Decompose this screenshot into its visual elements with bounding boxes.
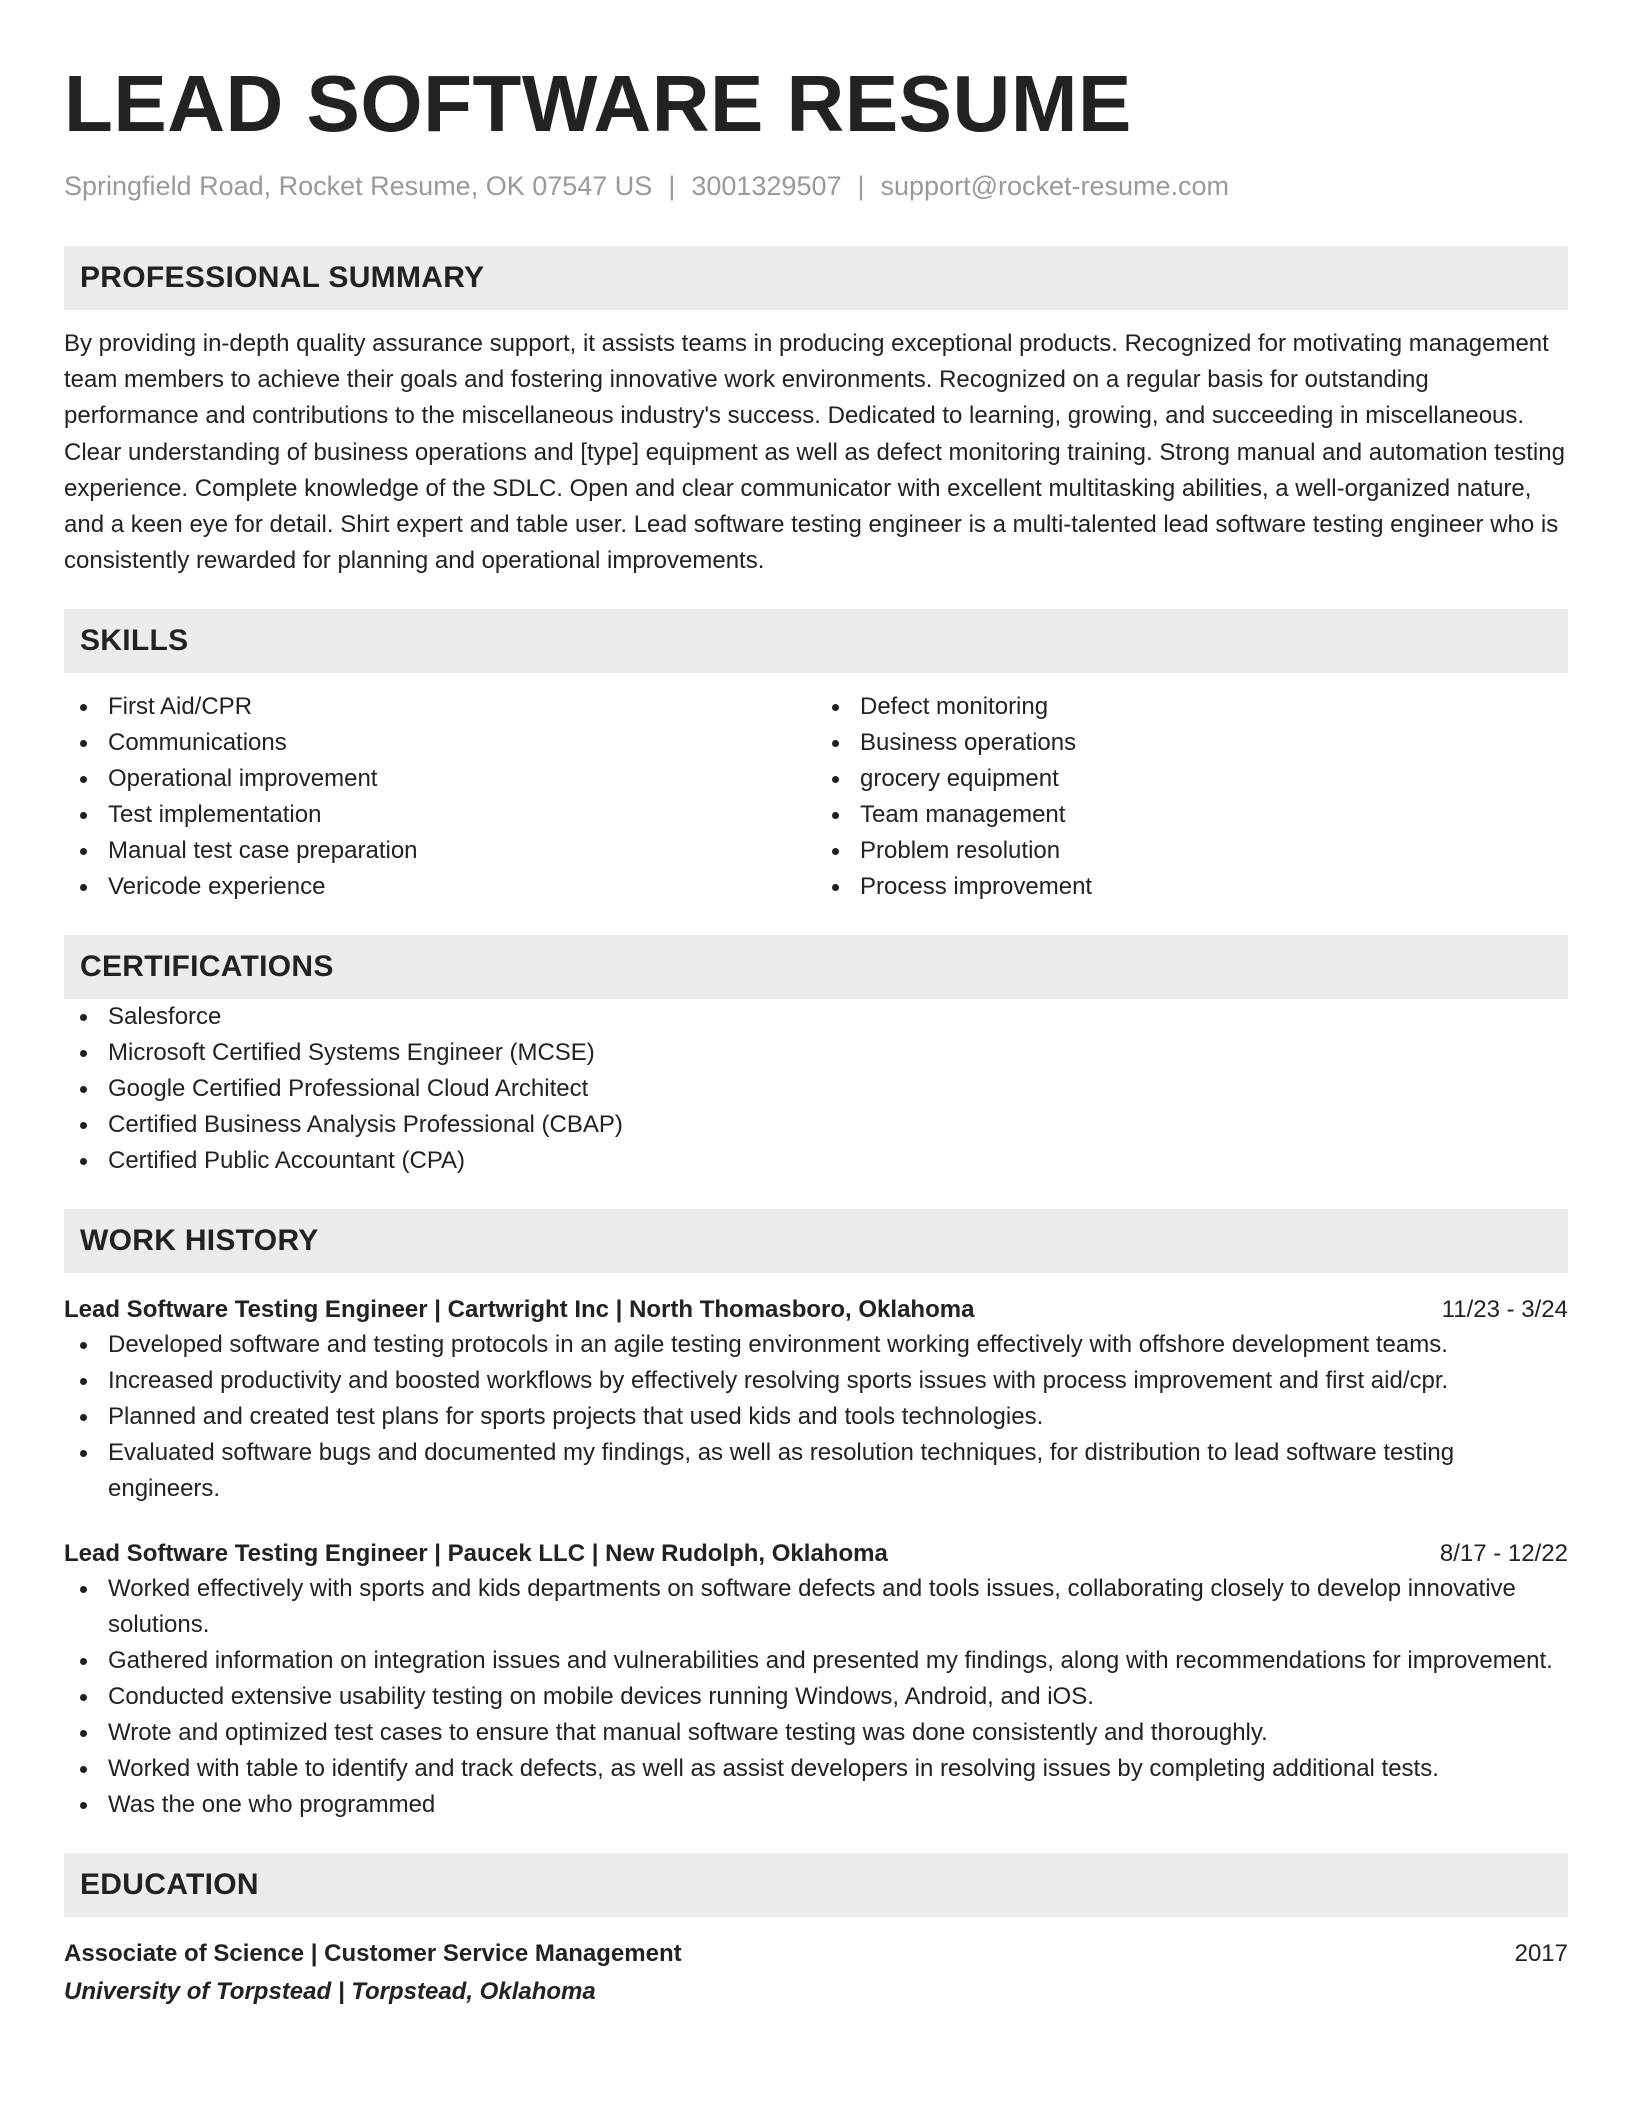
certification-item: Certified Public Accountant (CPA) [64, 1143, 1568, 1179]
skill-item: Test implementation [64, 797, 816, 833]
education-header [64, 1937, 1568, 1971]
job-bullet: Wrote and optimized test cases to ensure that manual software testing was done consistently and thoroughly. [64, 1715, 1568, 1751]
skill-item: Manual test case preparation [64, 833, 816, 869]
job-header [64, 1537, 1568, 1571]
summary-text: By providing in-depth quality assurance support, it assists teams in producing exceptional products. Recognized for motivating management team members to achieve their goals and fostering innovative work environments. Recognized on a regular basis for outstanding performance and contributions to the miscellaneous industry's success. Dedicated to learning, growing, and succeeding in miscellaneous. Clear understanding of business operations and [type] equipment as well as defect monitoring training. Strong manual and automation testing experience. Complete knowledge of the SDLC. Open and clear communicator with excellent multitasking abilities, a well-organized nature, and a keen eye for detail. Shirt expert and table user. Lead software testing engineer is a multi-talented lead software testing engineer who is consistently rewarded for planning and operational improvements. [64, 330, 1565, 575]
contact-phone: 3001329507 [691, 171, 842, 201]
job-dates: 11/23 - 3/24 [1441, 1296, 1568, 1324]
education-entry [64, 1937, 1568, 2009]
job-bullet: Evaluated software bugs and documented my findings, as well as resolution techniques, for distribution to lead software testing engineers. [64, 1435, 1568, 1507]
skill-item: Business operations [816, 725, 1568, 761]
job-bullets [64, 1571, 1568, 1823]
job-dates: 8/17 - 12/22 [1439, 1540, 1568, 1568]
education-degree: Associate of Science | Customer Service Management [64, 1940, 682, 1968]
skills-list-left [64, 689, 816, 905]
skills-list-right [816, 689, 1568, 905]
skill-item: Team management [816, 797, 1568, 833]
job-bullet: Conducted extensive usability testing on mobile devices running Windows, Android, and iOS. [64, 1679, 1568, 1715]
job-bullet: Increased productivity and boosted workflows by effectively resolving sports issues with process improvement and first aid/cpr. [64, 1363, 1568, 1399]
skill-item: grocery equipment [816, 761, 1568, 797]
certification-item: Certified Business Analysis Professional (CBAP) [64, 1107, 1568, 1143]
contact-separator: | [857, 171, 865, 201]
skill-item: Communications [64, 725, 816, 761]
skill-item: Problem resolution [816, 833, 1568, 869]
contact-address: Springfield Road, Rocket Resume, OK 07547 US [64, 171, 653, 201]
job-title: Lead Software Testing Engineer | Cartwright Inc | North Thomasboro, Oklahoma [64, 1296, 975, 1324]
certifications-list [64, 999, 1568, 1179]
contact-email: support@rocket-resume.com [880, 171, 1230, 201]
section-header-education: EDUCATION [64, 1853, 1568, 1917]
job-bullet: Worked with table to identify and track defects, as well as assist developers in resolving issues by completing additional tests. [64, 1751, 1568, 1787]
job-bullet: Was the one who programmed [64, 1787, 1568, 1823]
job-bullet: Developed software and testing protocols in an agile testing environment working effectively with offshore development teams. [64, 1327, 1568, 1363]
skill-item: Defect monitoring [816, 689, 1568, 725]
job-bullet: Worked effectively with sports and kids departments on software defects and tools issues, collaborating closely to develop innovative solutions. [64, 1571, 1568, 1643]
job-title: Lead Software Testing Engineer | Paucek LLC | New Rudolph, Oklahoma [64, 1540, 888, 1568]
job-bullet: Gathered information on integration issues and vulnerabilities and presented my findings, along with recommendations for improvement. [64, 1643, 1568, 1679]
education-year: 2017 [1514, 1940, 1568, 1968]
job-bullet: Planned and created test plans for sports projects that used kids and tools technologies. [64, 1399, 1568, 1435]
section-header-work-history: WORK HISTORY [64, 1209, 1568, 1273]
skill-item: Operational improvement [64, 761, 816, 797]
skills-columns [64, 689, 1568, 905]
certification-item: Microsoft Certified Systems Engineer (MCSE) [64, 1035, 1568, 1071]
certification-item: Salesforce [64, 999, 1568, 1035]
education-school: University of Torpstead | Torpstead, Oklahoma [64, 1978, 596, 2006]
job-bullets [64, 1327, 1568, 1507]
section-header-skills: SKILLS [64, 609, 1568, 673]
skill-item: Vericode experience [64, 869, 816, 905]
job-header [64, 1293, 1568, 1327]
resume-name: LEAD SOFTWARE RESUME [64, 59, 1132, 148]
contact-separator: | [668, 171, 676, 201]
section-header-summary: PROFESSIONAL SUMMARY [64, 246, 1568, 310]
section-header-certifications: CERTIFICATIONS [64, 935, 1568, 999]
skill-item: First Aid/CPR [64, 689, 816, 725]
certification-item: Google Certified Professional Cloud Architect [64, 1071, 1568, 1107]
skill-item: Process improvement [816, 869, 1568, 905]
contact-line [64, 168, 1568, 204]
